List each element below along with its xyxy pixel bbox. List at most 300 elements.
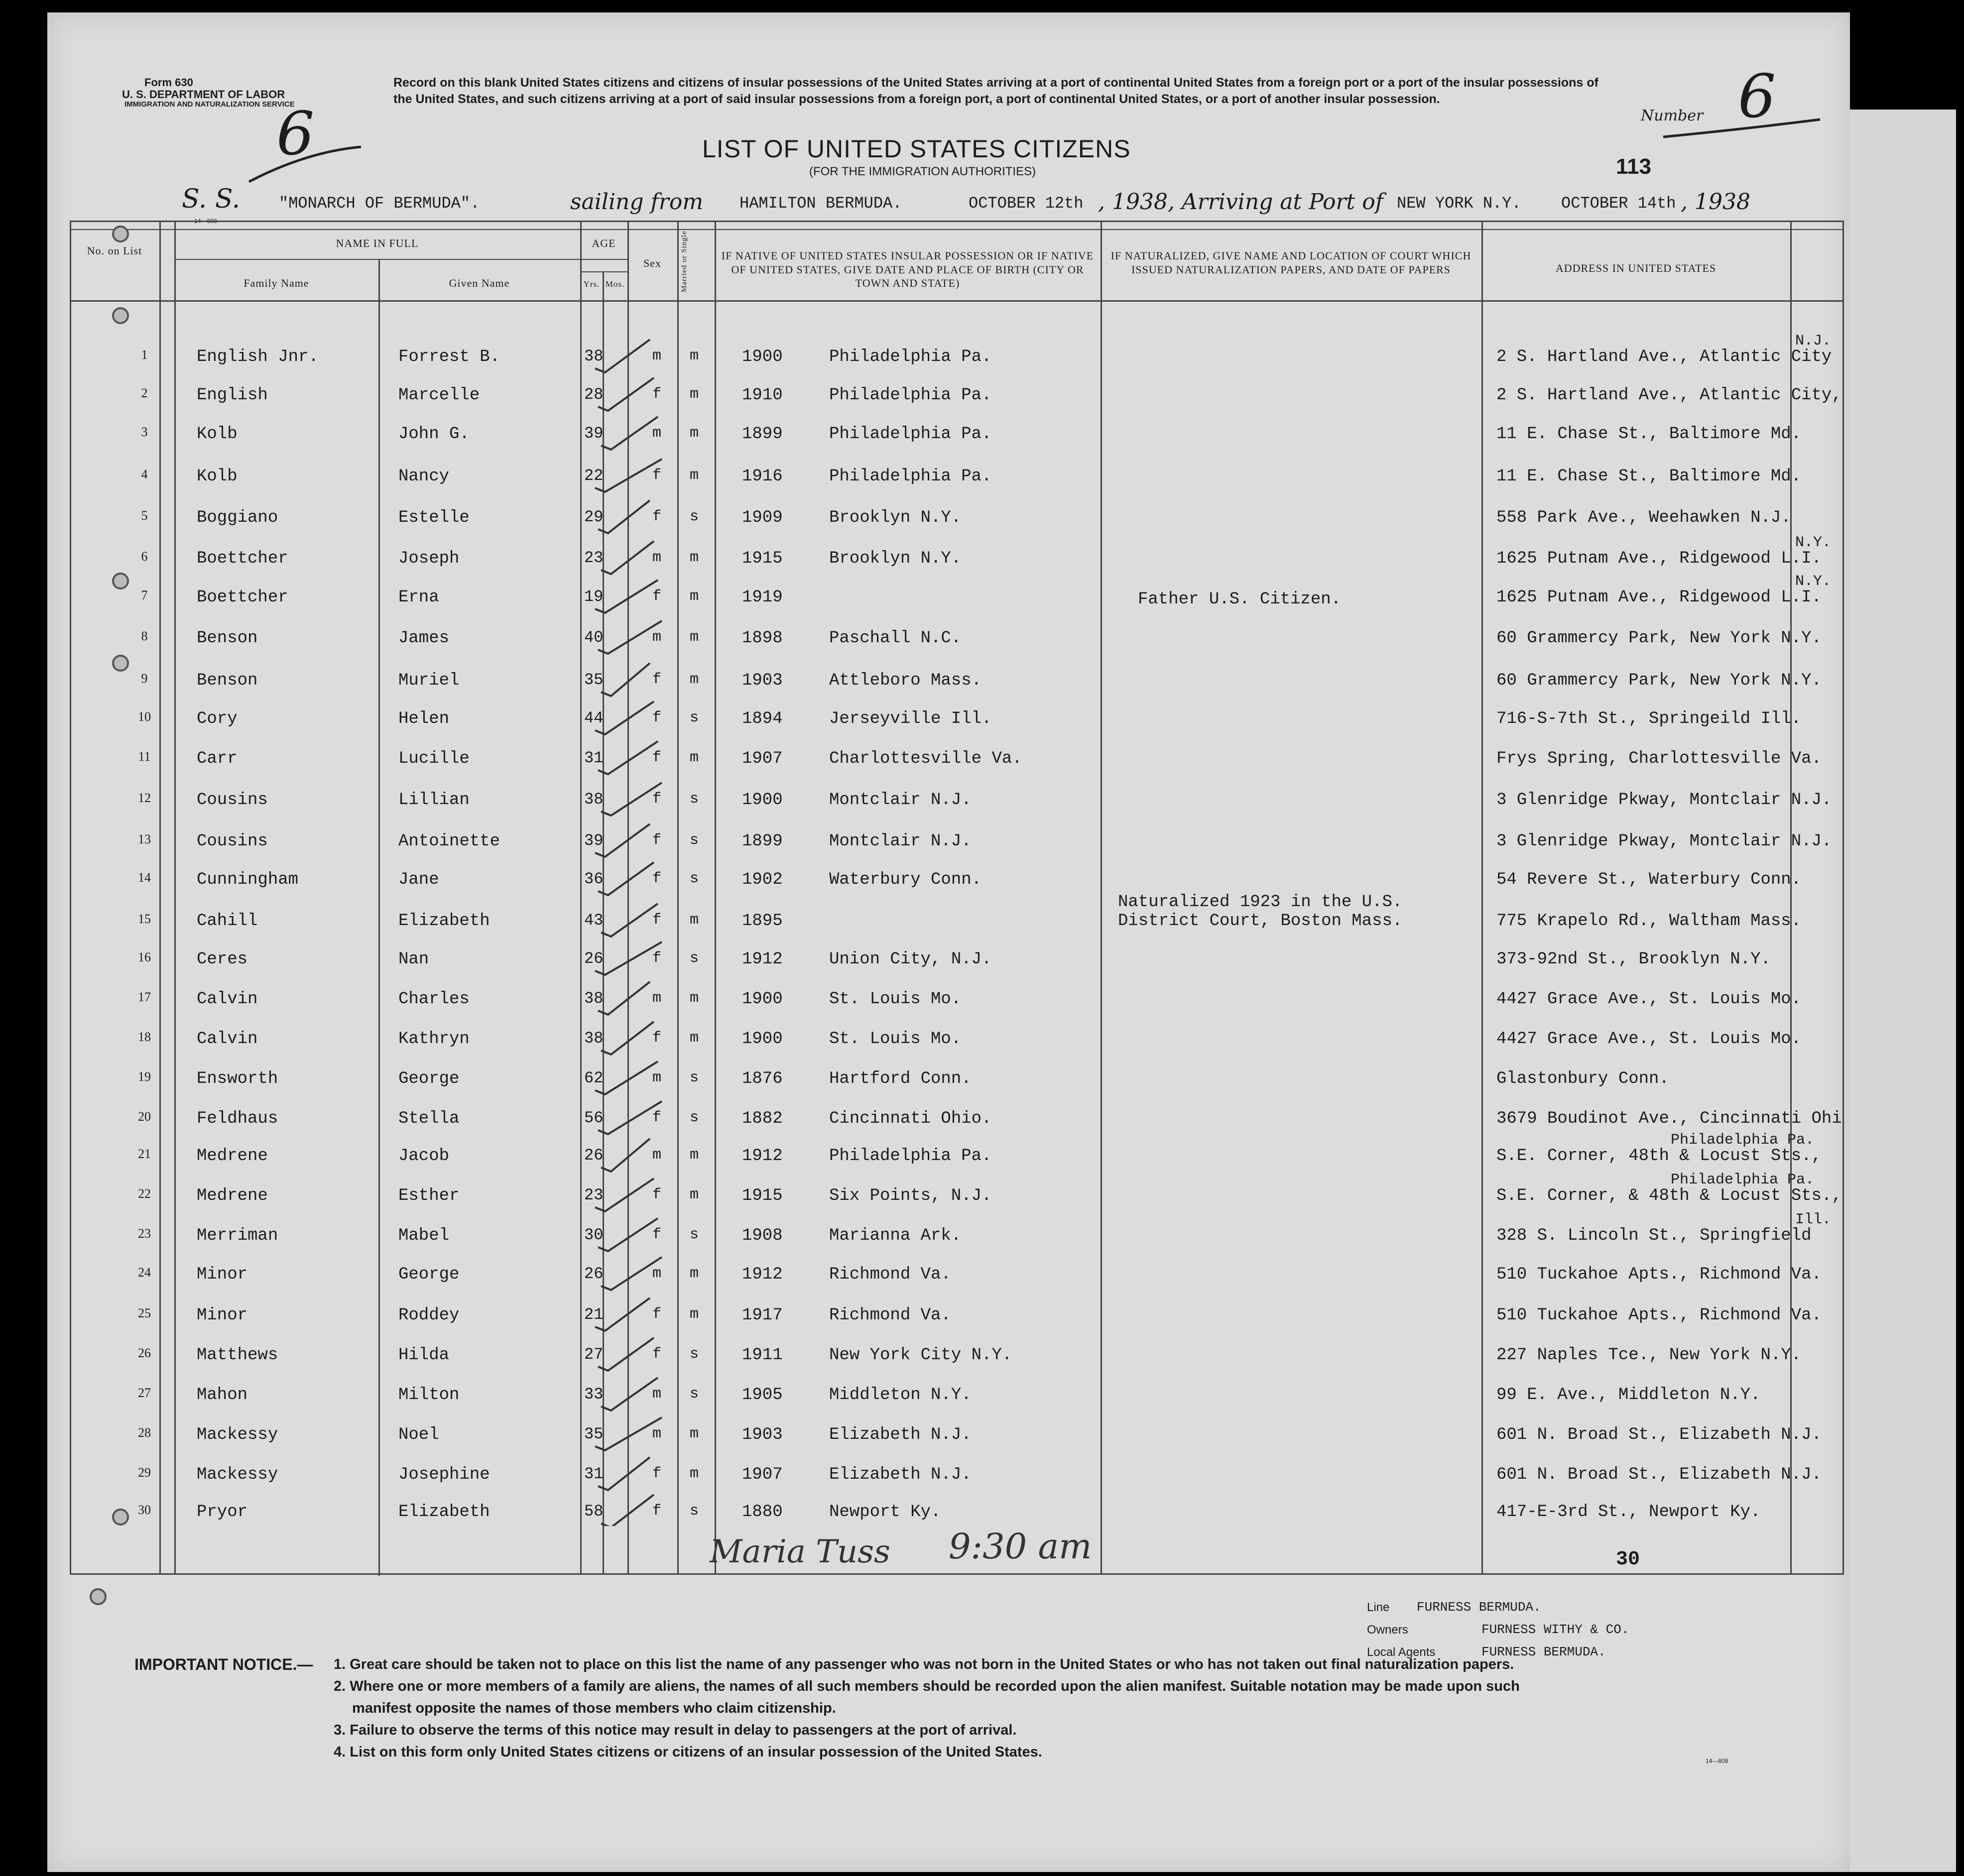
table-bottom-rule <box>70 1573 1842 1575</box>
cell-ms: s <box>690 1346 699 1363</box>
cell-address: 3679 Boudinot Ave., Cincinnati Ohi <box>1496 1109 1842 1128</box>
arrival-year: , 1938 <box>1681 189 1750 215</box>
cell-ms: m <box>690 990 699 1007</box>
agents-value: FURNESS BERMUDA. <box>1481 1644 1606 1659</box>
tick-mark <box>595 1417 662 1450</box>
note-naturalized-line2: District Court, Boston Mass. <box>1118 912 1403 931</box>
cell-ms: s <box>690 709 699 726</box>
departure-date: OCTOBER 12th <box>969 194 1084 213</box>
cell-address: 1625 Putnam Ave., Ridgewood L.I. <box>1496 549 1822 568</box>
cell-year: 1915 <box>742 549 783 568</box>
owners-label: Owners <box>1367 1623 1408 1637</box>
cell-address: 510 Tuckahoe Apts., Richmond Va. <box>1496 1306 1822 1325</box>
table-top-rule-2 <box>70 229 1842 230</box>
note-naturalized-line1: Naturalized 1923 in the U.S. <box>1118 893 1403 912</box>
tick-mark <box>598 741 658 774</box>
cell-no: 21 <box>138 1147 151 1161</box>
cell-address: 716-S-7th St., Springeild Ill. <box>1496 709 1802 728</box>
cell-address: 510 Tuckahoe Apts., Richmond Va. <box>1496 1265 1822 1284</box>
cell-ms: m <box>690 467 699 484</box>
departure-year: , 1938 <box>1098 189 1168 215</box>
cell-sex: f <box>652 749 662 766</box>
tick-mark <box>595 340 650 372</box>
form-number: Form 630 <box>144 76 193 89</box>
cell-place: Elizabeth N.J. <box>829 1425 972 1444</box>
cell-given: Elizabeth <box>398 912 490 931</box>
cell-year: 1903 <box>742 671 783 690</box>
notice-1: 1. Great care should be taken not to place on this list the name of any passenger who was not born in the United States or who has not taken out final naturalization papers. <box>334 1656 1514 1672</box>
tick-mark <box>601 663 650 696</box>
cell-no: 10 <box>138 709 151 724</box>
sailing-label: sailing from <box>570 189 704 215</box>
cell-year: 1907 <box>742 1465 783 1484</box>
cell-ms: m <box>690 1465 699 1482</box>
cell-given: Kathryn <box>398 1030 470 1049</box>
cell-family: Merriman <box>197 1226 278 1245</box>
cell-address: 60 Grammercy Park, New York N.Y. <box>1496 629 1822 648</box>
cell-ms: m <box>690 1425 699 1442</box>
cell-year: 1908 <box>742 1226 783 1245</box>
cell-family: English <box>197 386 268 405</box>
cell-year: 1903 <box>742 1425 783 1444</box>
cell-year: 1911 <box>742 1346 783 1365</box>
ship-name: "MONARCH OF BERMUDA". <box>279 194 480 213</box>
cell-family: Minor <box>197 1265 248 1284</box>
punch-hole <box>90 1588 107 1605</box>
cell-sex: f <box>652 386 662 403</box>
cell-place: Richmond Va. <box>829 1306 951 1325</box>
cell-age: 30 <box>584 1226 604 1244</box>
cell-no: 11 <box>138 749 151 764</box>
cell-place: Brooklyn N.Y. <box>829 549 962 568</box>
cell-place: New York City N.Y. <box>829 1346 1012 1365</box>
number-value: 6 <box>1738 62 1776 131</box>
cell-sex: f <box>652 791 662 808</box>
number-label: Number <box>1641 107 1704 124</box>
cell-given: Mabel <box>398 1226 450 1245</box>
cell-sex: f <box>652 870 662 887</box>
cell-no: 20 <box>138 1109 151 1124</box>
service: IMMIGRATION AND NATURALIZATION SERVICE <box>124 100 295 109</box>
cell-sex: m <box>652 1069 662 1086</box>
cell-age: 38 <box>584 989 604 1008</box>
cell-no: 24 <box>138 1265 151 1280</box>
cell-year: 1912 <box>742 1147 783 1166</box>
cell-family: Pryor <box>197 1503 248 1522</box>
tick-mark <box>598 500 650 533</box>
cell-no: 7 <box>141 588 148 602</box>
header-name-in-full: NAME IN FULL <box>336 237 419 249</box>
cell-ms: m <box>690 629 699 646</box>
cell-given: Estelle <box>398 508 470 527</box>
cell-given: Nancy <box>398 467 450 486</box>
cell-address: 11 E. Chase St., Baltimore Md. <box>1496 467 1802 486</box>
cell-year: 1912 <box>742 1265 783 1284</box>
cell-no: 9 <box>141 671 148 686</box>
cell-address: 4427 Grace Ave., St. Louis Mo. <box>1496 990 1802 1009</box>
tick-mark <box>595 1061 658 1094</box>
cell-ms: m <box>690 549 699 566</box>
owners-value: FURNESS WITHY & CO. <box>1481 1622 1629 1637</box>
cell-year: 1900 <box>742 791 783 810</box>
header-birth: IF NATIVE OF UNITED STATES INSULAR POSSESSION OR IF NATIVE OF UNITED STATES, GIVE DATE AND PLACE OF BIRTH (CITY OR TOWN AND STATE) <box>721 249 1094 289</box>
header-given-name: Given Name <box>449 277 510 289</box>
cell-address-continuation: Ill. <box>1795 1211 1832 1228</box>
notice-4: 4. List on this form only United States citizens or citizens of an insular possession of the United States. <box>334 1744 1042 1760</box>
cell-sex: f <box>652 588 662 605</box>
arriving-label: , Arriving at Port of <box>1168 189 1383 215</box>
cell-family: Cunningham <box>197 870 299 889</box>
cell-ms: m <box>690 425 699 442</box>
cell-ms: m <box>690 1030 699 1047</box>
cell-given: Hilda <box>398 1346 450 1365</box>
cell-age: 43 <box>584 911 604 930</box>
punch-hole <box>112 655 129 672</box>
cell-address: 328 S. Lincoln St., Springfield <box>1496 1226 1812 1245</box>
tick-mark <box>601 904 658 937</box>
cell-age: 28 <box>584 385 604 404</box>
cell-address: 601 N. Broad St., Elizabeth N.J. <box>1496 1465 1822 1484</box>
cell-given: Elizabeth <box>398 1503 490 1522</box>
cell-address: S.E. Corner, 48th & Locust Sts., <box>1496 1147 1822 1166</box>
handwritten-time: 9:30 am <box>949 1526 1092 1567</box>
inspector-signature: Maria Tuss <box>710 1533 890 1570</box>
cell-given: Marcelle <box>398 386 480 405</box>
cell-family: Minor <box>197 1306 248 1325</box>
cell-given: John G. <box>398 425 470 444</box>
cell-family: Kolb <box>197 425 238 444</box>
cell-no: 26 <box>138 1346 151 1360</box>
cell-no: 27 <box>138 1386 151 1400</box>
cell-sex: m <box>652 1386 662 1403</box>
cell-no: 8 <box>141 629 148 643</box>
cell-no: 16 <box>138 950 151 964</box>
cell-age: 21 <box>584 1305 604 1324</box>
cell-ms: s <box>690 950 699 967</box>
cell-given: Helen <box>398 709 450 728</box>
cell-sex: f <box>652 1109 662 1126</box>
cell-no: 13 <box>138 832 151 846</box>
cell-family: Carr <box>197 749 238 768</box>
page-title: LIST OF UNITED STATES CITIZENS <box>702 135 1131 163</box>
punch-hole <box>112 573 129 589</box>
form-instructions: Record on this blank United States citizens and citizens of insular possessions of the United States arriving at a port of continental United States from a foreign port or a port of the insular possessions of the United States, and such citizens arriving at a port of said insular possessions from a foreign port, a port of continental United States, or a port of another insular possession. <box>393 76 1598 106</box>
cell-family: Benson <box>197 671 258 690</box>
cell-ms: m <box>690 386 699 403</box>
cell-address: 4427 Grace Ave., St. Louis Mo. <box>1496 1030 1802 1049</box>
cell-age: 36 <box>584 870 604 888</box>
tick-mark <box>598 621 662 654</box>
cell-family: Cahill <box>197 912 258 931</box>
cell-year: 1917 <box>742 1306 783 1325</box>
cell-family: Cousins <box>197 791 268 810</box>
cell-no: 22 <box>138 1186 151 1201</box>
col-line-9 <box>1101 221 1102 1575</box>
cell-ms: m <box>690 749 699 766</box>
header-bottom-rule <box>70 300 1842 302</box>
tick-mark <box>595 824 650 857</box>
cell-sex: m <box>652 425 662 442</box>
cell-family: Feldhaus <box>197 1109 278 1128</box>
punch-hole <box>112 226 129 242</box>
cell-ms: s <box>690 508 699 525</box>
tick-mark <box>598 862 654 895</box>
cell-no: 15 <box>138 912 151 926</box>
cell-year: 1880 <box>742 1503 783 1522</box>
cell-address: 60 Grammercy Park, New York N.Y. <box>1496 671 1822 690</box>
cell-place: Philadelphia Pa. <box>829 467 992 486</box>
tick-mark <box>598 1338 654 1371</box>
cell-given: Charles <box>398 990 470 1009</box>
cell-family: Boettcher <box>197 588 288 607</box>
tick-mark <box>598 982 650 1015</box>
cell-place: Paschall N.C. <box>829 629 962 648</box>
cell-age: 38 <box>584 347 604 365</box>
cell-sex: f <box>652 1465 662 1482</box>
cell-ms: s <box>690 1109 699 1126</box>
cell-place: Philadelphia Pa. <box>829 425 992 444</box>
cell-place: Philadelphia Pa. <box>829 1147 992 1166</box>
cell-age: 58 <box>584 1502 604 1521</box>
cell-family: Medrene <box>197 1147 268 1166</box>
tick-mark <box>595 702 654 734</box>
cell-address: 601 N. Broad St., Elizabeth N.J. <box>1496 1425 1822 1444</box>
cell-ms: m <box>690 912 699 929</box>
cell-no: 19 <box>138 1069 151 1084</box>
punch-hole <box>112 307 129 324</box>
cell-place: Montclair N.J. <box>829 832 972 851</box>
cell-year: 1900 <box>742 1030 783 1049</box>
cell-no: 2 <box>141 386 148 400</box>
cell-year: 1882 <box>742 1109 783 1128</box>
cell-year: 1905 <box>742 1386 783 1405</box>
cell-place: Richmond Va. <box>829 1265 951 1284</box>
cell-given: Stella <box>398 1109 460 1128</box>
cell-year: 1907 <box>742 749 783 768</box>
cell-year: 1915 <box>742 1186 783 1205</box>
cell-place: Middleton N.Y. <box>829 1386 972 1405</box>
cell-place: Newport Ky. <box>829 1503 941 1522</box>
cell-age: 29 <box>584 508 604 526</box>
cell-address-continuation: N.J. <box>1795 333 1832 350</box>
cell-ms: m <box>690 348 699 364</box>
cell-given: Lucille <box>398 749 470 768</box>
cell-age: 23 <box>584 549 604 567</box>
cell-address-continuation: Philadelphia Pa. <box>1671 1132 1815 1149</box>
cell-given: Noel <box>398 1425 439 1444</box>
cell-ms: s <box>690 1069 699 1086</box>
cell-family: Ceres <box>197 950 248 969</box>
col-line-2 <box>174 221 176 1575</box>
cell-age: 19 <box>584 587 604 606</box>
cell-family: Boggiano <box>197 508 278 527</box>
tick-mark <box>598 1101 662 1134</box>
header-age: AGE <box>592 237 616 249</box>
cell-year: 1900 <box>742 990 783 1009</box>
cell-given: Milton <box>398 1386 460 1405</box>
tick-mark <box>601 417 658 450</box>
table-top-rule <box>70 221 1842 222</box>
cell-sex: f <box>652 1346 662 1363</box>
tick-mark <box>595 1298 650 1331</box>
page-stamp: 113 <box>1616 154 1651 179</box>
cell-family: Boettcher <box>197 549 288 568</box>
cell-ms: s <box>690 1503 699 1520</box>
cell-year: 1899 <box>742 832 783 851</box>
header-naturalized: IF NATURALIZED, GIVE NAME AND LOCATION OF COURT WHICH ISSUED NATURALIZATION PAPERS, AND DATE OF PAPERS <box>1110 249 1472 276</box>
cell-age: 39 <box>584 831 604 850</box>
cell-given: Muriel <box>398 671 460 690</box>
cell-year: 1912 <box>742 950 783 969</box>
cell-family: Mahon <box>197 1386 248 1405</box>
col-line-11 <box>1790 221 1792 1575</box>
cell-age: 39 <box>584 424 604 443</box>
cell-year: 1899 <box>742 425 783 444</box>
notice-title: IMPORTANT NOTICE.— <box>134 1655 313 1673</box>
cell-sex: f <box>652 671 662 688</box>
cell-ms: s <box>690 870 699 887</box>
cell-sex: f <box>652 1030 662 1047</box>
cell-place: St. Louis Mo. <box>829 990 962 1009</box>
line-value: FURNESS BERMUDA. <box>1417 1600 1541 1615</box>
cell-no: 12 <box>138 791 151 805</box>
tick-mark <box>601 783 662 816</box>
cell-age: 22 <box>584 467 604 485</box>
cell-address: 2 S. Hartland Ave., Atlantic City, <box>1496 386 1842 405</box>
cell-no: 14 <box>138 870 151 885</box>
tick-mark <box>601 1139 650 1172</box>
cell-no: 17 <box>138 990 151 1004</box>
cell-family: Benson <box>197 629 258 648</box>
cell-ms: m <box>690 671 699 688</box>
cell-year: 1909 <box>742 508 783 527</box>
cell-age: 31 <box>584 749 604 767</box>
header-family-name: Family Name <box>244 277 309 289</box>
notice-2a: 2. Where one or more members of a family are aliens, the names of all such members should be recorded upon the alien manifest. Suitable notation may be made upon such <box>334 1678 1520 1694</box>
cell-age: 40 <box>584 628 604 647</box>
cell-address-continuation: Philadelphia Pa. <box>1671 1172 1815 1188</box>
cell-given: Roddey <box>398 1306 460 1325</box>
cell-ms: s <box>690 832 699 849</box>
tick-mark <box>595 942 662 975</box>
header-married: Married or Single <box>680 231 688 292</box>
cell-ms: s <box>690 1386 699 1403</box>
cell-ms: m <box>690 1306 699 1323</box>
cell-sex: m <box>652 1425 662 1442</box>
cell-address-continuation: N.Y. <box>1795 534 1832 551</box>
cell-age: 44 <box>584 709 604 727</box>
manifest-page <box>47 12 1850 1872</box>
cell-given: Erna <box>398 588 439 607</box>
cell-age: 31 <box>584 1465 604 1483</box>
cell-year: 1894 <box>742 709 783 728</box>
cell-given: Josephine <box>398 1465 490 1484</box>
cell-address: 3 Glenridge Pkway, Montclair N.J. <box>1496 791 1832 810</box>
cell-age: 56 <box>584 1109 604 1127</box>
cell-sex: m <box>652 1147 662 1164</box>
cell-no: 1 <box>141 348 148 362</box>
cell-sex: f <box>652 508 662 525</box>
cell-no: 28 <box>138 1425 151 1440</box>
cell-sex: m <box>652 348 662 364</box>
cell-place: St. Louis Mo. <box>829 1030 962 1049</box>
col-line-12 <box>1842 221 1844 1575</box>
cell-place: Waterbury Conn. <box>829 870 982 889</box>
cell-sex: m <box>652 629 662 646</box>
cell-family: English Jnr. <box>197 348 319 366</box>
cell-ms: s <box>690 791 699 808</box>
tick-mark <box>598 378 654 411</box>
tick-mark <box>601 1022 654 1055</box>
cell-address-continuation: N.Y. <box>1795 573 1832 590</box>
cell-address: Glastonbury Conn. <box>1496 1069 1669 1088</box>
tick-mark <box>595 1178 654 1211</box>
arrival-date: OCTOBER 14th <box>1561 194 1676 213</box>
notice-3: 3. Failure to observe the terms of this notice may result in delay to passengers at the port of arrival. <box>334 1722 1017 1738</box>
header-no: No. on List <box>87 244 142 257</box>
cell-place: Elizabeth N.J. <box>829 1465 972 1484</box>
agents-label: Local Agents <box>1367 1645 1436 1659</box>
cell-given: George <box>398 1069 460 1088</box>
cell-family: Calvin <box>197 1030 258 1049</box>
header-sex: Sex <box>643 257 661 269</box>
cell-given: Nan <box>398 950 429 969</box>
cell-place: Jerseyville Ill. <box>829 709 992 728</box>
cell-age: 35 <box>584 671 604 689</box>
cell-address: 775 Krapelo Rd., Waltham Mass. <box>1496 912 1802 931</box>
cell-address: S.E. Corner, & 48th & Locust Sts., <box>1496 1186 1842 1205</box>
cell-address: 1625 Putnam Ave., Ridgewood L.I. <box>1496 588 1822 607</box>
cell-address: Frys Spring, Charlottesville Va. <box>1496 749 1822 768</box>
cell-age: 27 <box>584 1345 604 1364</box>
cell-age: 38 <box>584 1029 604 1048</box>
cell-family: Medrene <box>197 1186 268 1205</box>
tick-mark <box>598 1218 658 1251</box>
cell-no: 4 <box>141 467 148 481</box>
cell-given: Antoinette <box>398 832 500 851</box>
cell-age: 35 <box>584 1425 604 1443</box>
cell-address: 99 E. Ave., Middleton N.Y. <box>1496 1386 1761 1405</box>
cell-given: Forrest B. <box>398 348 500 366</box>
cell-family: Mackessy <box>197 1465 278 1484</box>
cell-no: 23 <box>138 1226 151 1241</box>
cell-year: 1898 <box>742 629 783 648</box>
cell-ms: m <box>690 1186 699 1203</box>
cell-address: 2 S. Hartland Ave., Atlantic City <box>1496 348 1832 366</box>
cell-age: 33 <box>584 1385 604 1404</box>
cell-place: Six Points, N.J. <box>829 1186 992 1205</box>
cell-ms: m <box>690 588 699 605</box>
cell-sex: m <box>652 549 662 566</box>
cell-family: Mackessy <box>197 1425 278 1444</box>
cell-family: Cory <box>197 709 238 728</box>
cell-given: Lillian <box>398 791 470 810</box>
cell-ms: m <box>690 1147 699 1164</box>
cell-given: Joseph <box>398 549 460 568</box>
cell-given: Jacob <box>398 1147 450 1166</box>
cell-no: 18 <box>138 1030 151 1044</box>
punch-hole <box>112 1509 129 1525</box>
cell-given: James <box>398 629 450 648</box>
tick-mark <box>595 459 662 492</box>
col-line-0 <box>70 221 71 1575</box>
header-yrs: Yrs. <box>583 279 600 289</box>
cell-sex: f <box>652 1186 662 1203</box>
col-line-3 <box>378 259 380 1576</box>
cell-sex: f <box>652 467 662 484</box>
cell-place: Montclair N.J. <box>829 791 972 810</box>
notice-2b: manifest opposite the names of those members who claim citizenship. <box>352 1700 836 1716</box>
